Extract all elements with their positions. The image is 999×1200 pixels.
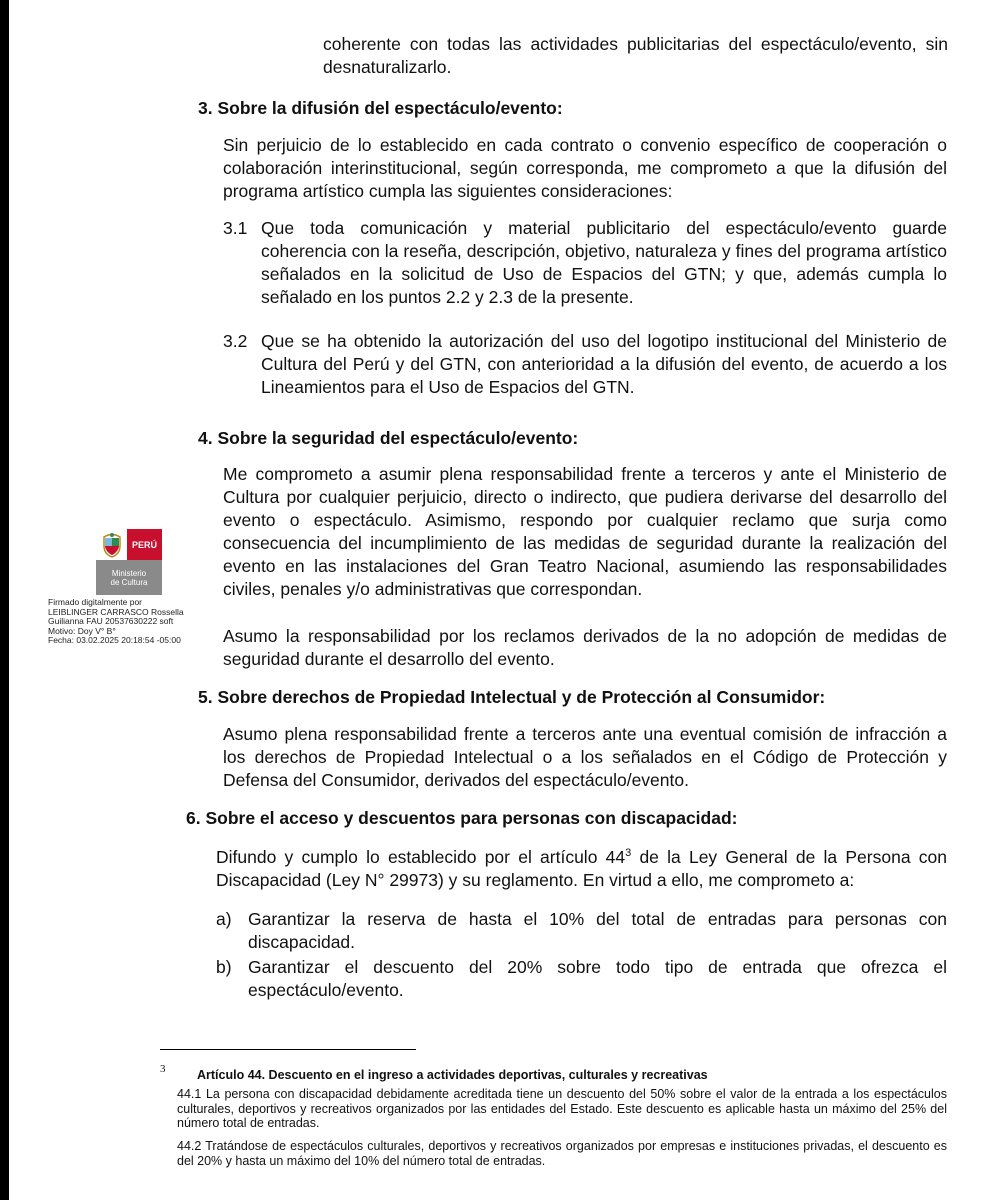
footnote-item-44-2: 44.2 Tratándose de espectáculos culturales, deportivos y recreativos organizados por empresas e instituciones privadas, el descuento es del 20% y hasta un máximo del 10% del número total de entradas. [177,1139,947,1168]
footnote-separator [160,1049,416,1050]
footnote-item-44-1: 44.1 La persona con discapacidad debidamente acreditada tiene un descuento del 50% sobre el valor de la entrada a los espectáculos culturales, deportivos y recreativos organizados por las entidades del Estado. Este descuento es aplicable hasta un máximo del 25% del número total de entradas. [177,1087,947,1130]
list-item-text: Que toda comunicación y material publicitario del espectáculo/evento guarde coherencia con la reseña, descripción, objetivo, naturaleza y fines del programa artístico señalados en la solicitud de Uso de Espacios del GTN; y que, además cumpla lo señalado en los puntos 2.2 y 2.3 de la presente. [261,218,947,307]
list-item-number: 3.1 [223,218,248,238]
seal-ministry-label: Ministerio de Cultura [96,560,162,595]
list-item-letter: a) [216,909,232,929]
footnote-title: Artículo 44. Descuento en el ingreso a actividades deportivas, culturales y recreativas [197,1068,708,1082]
list-item-letter: b) [216,957,232,977]
intro-continuation: coherente con todas las actividades publicitarias del espectáculo/evento, sin desnaturalizarlo. [323,34,948,77]
list-item [223,330,947,399]
list-item [216,908,947,954]
list-item-text: Garantizar la reserva de hasta el 10% del total de entradas para personas con discapacidad. [248,909,947,952]
digital-signature-text: Firmado digitalmente por LEIBLINGER CARRASCO Rossella Guilianna FAU 20537630222 soft Motivo: Doy V° B° Fecha: 03.02.2025 20:18:54 -05:00 [48,597,184,645]
section-5-paragraph: Asumo plena responsabilidad frente a terceros ante una eventual comisión de infracción a los derechos de Propiedad Intelectual o a los señalados en el Código de Protección y Defensa del Consumidor, derivados del espectáculo/evento. [223,724,947,790]
scan-edge [0,0,9,1200]
footnote-mark: 3 [160,1063,166,1075]
section-3-paragraph: Sin perjuicio de lo establecido en cada contrato o convenio específico de cooperación o colaboración interinstitucional, según corresponda, me comprometo a que la difusión del programa artístico cumpla las siguientes consideraciones: [223,135,947,201]
list-item-text: Garantizar el descuento del 20% sobre todo tipo de entrada que ofrezca el espectáculo/evento. [248,957,947,1000]
footnote-reference: 3 [625,847,632,860]
ministry-seal [96,529,162,595]
section-4-paragraph-1: Me comprometo a asumir plena responsabilidad frente a terceros y ante el Ministerio de Cultura por cualquier perjuicio, directo o indirecto, que pudiera derivarse del desarrollo del evento o espectáculo. Asimismo, respondo por cualquier reclamo que surja como consecuencia del incumplimiento de las medidas de seguridad durante la realización del evento en las instalaciones del Gran Teatro Nacional, asumiendo las responsabilidades civiles, penales y/o administrativas que correspondan. [223,464,947,599]
section-6-heading: 6. Sobre el acceso y descuentos para personas con discapacidad: [186,808,738,828]
list-item [216,956,947,1002]
seal-country-label: PERÚ [127,529,162,560]
section-3-heading: 3. Sobre la difusión del espectáculo/evento: [198,98,563,118]
list-item-text: Que se ha obtenido la autorización del uso del logotipo institucional del Ministerio de Cultura del Perú y del GTN, con anterioridad a la difusión del evento, de acuerdo a los Lineamientos para el Uso de Espacios del GTN. [261,331,947,397]
list-item-number: 3.2 [223,331,248,351]
section-4-heading: 4. Sobre la seguridad del espectáculo/evento: [198,428,579,448]
list-item [223,217,947,309]
section-4-paragraph-2: Asumo la responsabilidad por los reclamos derivados de la no adopción de medidas de seguridad durante el desarrollo del evento. [223,626,947,669]
section-5-heading: 5. Sobre derechos de Propiedad Intelectual y de Protección al Consumidor: [198,687,826,707]
coat-of-arms-icon [96,529,127,560]
section-6-paragraph: Difundo y cumplo lo establecido por el artículo $44^3$ de la Ley General de la Persona con Discapacidad (Ley N° 29973) y su reglamento. En virtud a ello, me comprometo a: [216,847,947,890]
